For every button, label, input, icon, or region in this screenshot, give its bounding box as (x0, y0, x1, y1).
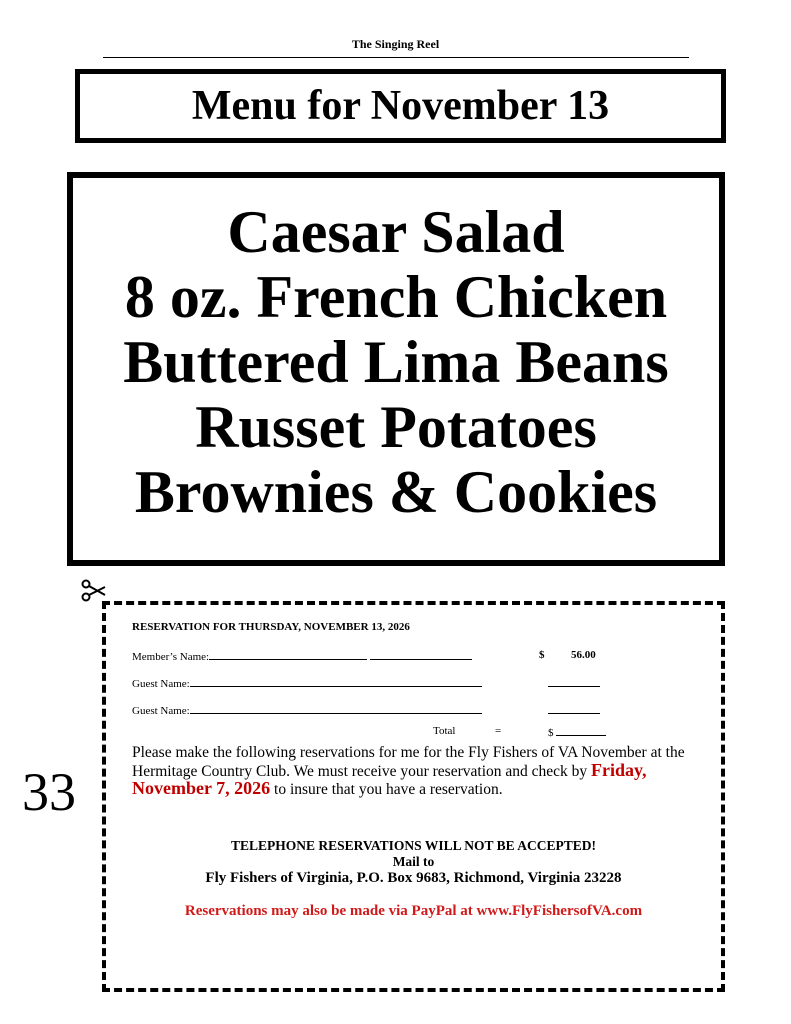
instructions-part-1: Please make the following reservations for me for the Fly Fishers of VA November at the Hermitage Country Club. We must receive your reservation and check by (132, 744, 685, 780)
menu-title-box (75, 69, 726, 143)
menu-title: Menu for November 13 (191, 83, 610, 129)
guest-name-field-2[interactable] (190, 703, 482, 714)
guest-name-label: Guest Name: (132, 678, 190, 690)
paypal-notice: Reservations may also be made via PayPal at www.FlyFishersofVA.com (184, 903, 643, 919)
scissors-icon (80, 579, 106, 603)
guest-amount-wrap-2 (548, 703, 600, 717)
reservation-heading: RESERVATION FOR THURSDAY, NOVEMBER 13, 2026 (132, 621, 410, 633)
total-label: Total (433, 725, 456, 737)
publication-title: The Singing Reel (351, 37, 440, 51)
menu-items (73, 200, 719, 525)
mailing-address: Fly Fishers of Virginia, P.O. Box 9683, Richmond, Virginia 23228 (205, 870, 622, 886)
total-amount-field[interactable] (556, 725, 606, 736)
telephone-notice: TELEPHONE RESERVATIONS WILL NOT BE ACCEPTED! (230, 838, 596, 853)
member-currency: $ (539, 649, 545, 661)
member-name-label: Member’s Name: (132, 651, 210, 663)
instructions-part-2: to insure that you have a reservation. (274, 781, 503, 798)
guest-amount-field-1[interactable] (548, 676, 600, 687)
guest-name-line-1 (132, 676, 482, 690)
member-name-field[interactable] (209, 649, 367, 660)
member-name-line (132, 649, 472, 663)
guest-name-label: Guest Name: (132, 705, 190, 717)
total-currency: $ (548, 727, 554, 739)
menu-item: Brownies & Cookies (134, 459, 658, 525)
reservation-form (102, 601, 725, 992)
header-rule (103, 57, 689, 58)
guest-name-field-1[interactable] (190, 676, 482, 687)
menu-item: 8 oz. French Chicken (124, 264, 668, 330)
mail-to-label: Mail to (392, 854, 435, 869)
menu-item: Caesar Salad (227, 199, 565, 265)
reservation-instructions (132, 744, 712, 799)
menu-box (67, 172, 725, 566)
menu-item: Buttered Lima Beans (123, 329, 669, 395)
member-price: 56.00 (571, 649, 596, 661)
guest-amount-field-2[interactable] (548, 703, 600, 714)
member-name-field-2[interactable] (370, 649, 472, 660)
page-number: 33 (22, 762, 76, 822)
deadline-date: Friday, November 7, 2026 (132, 759, 647, 798)
guest-name-line-2 (132, 703, 482, 717)
guest-amount-wrap-1 (548, 676, 600, 690)
total-currency-wrap (548, 725, 606, 739)
total-equals: = (495, 725, 502, 737)
menu-item: Russet Potatoes (195, 394, 597, 460)
